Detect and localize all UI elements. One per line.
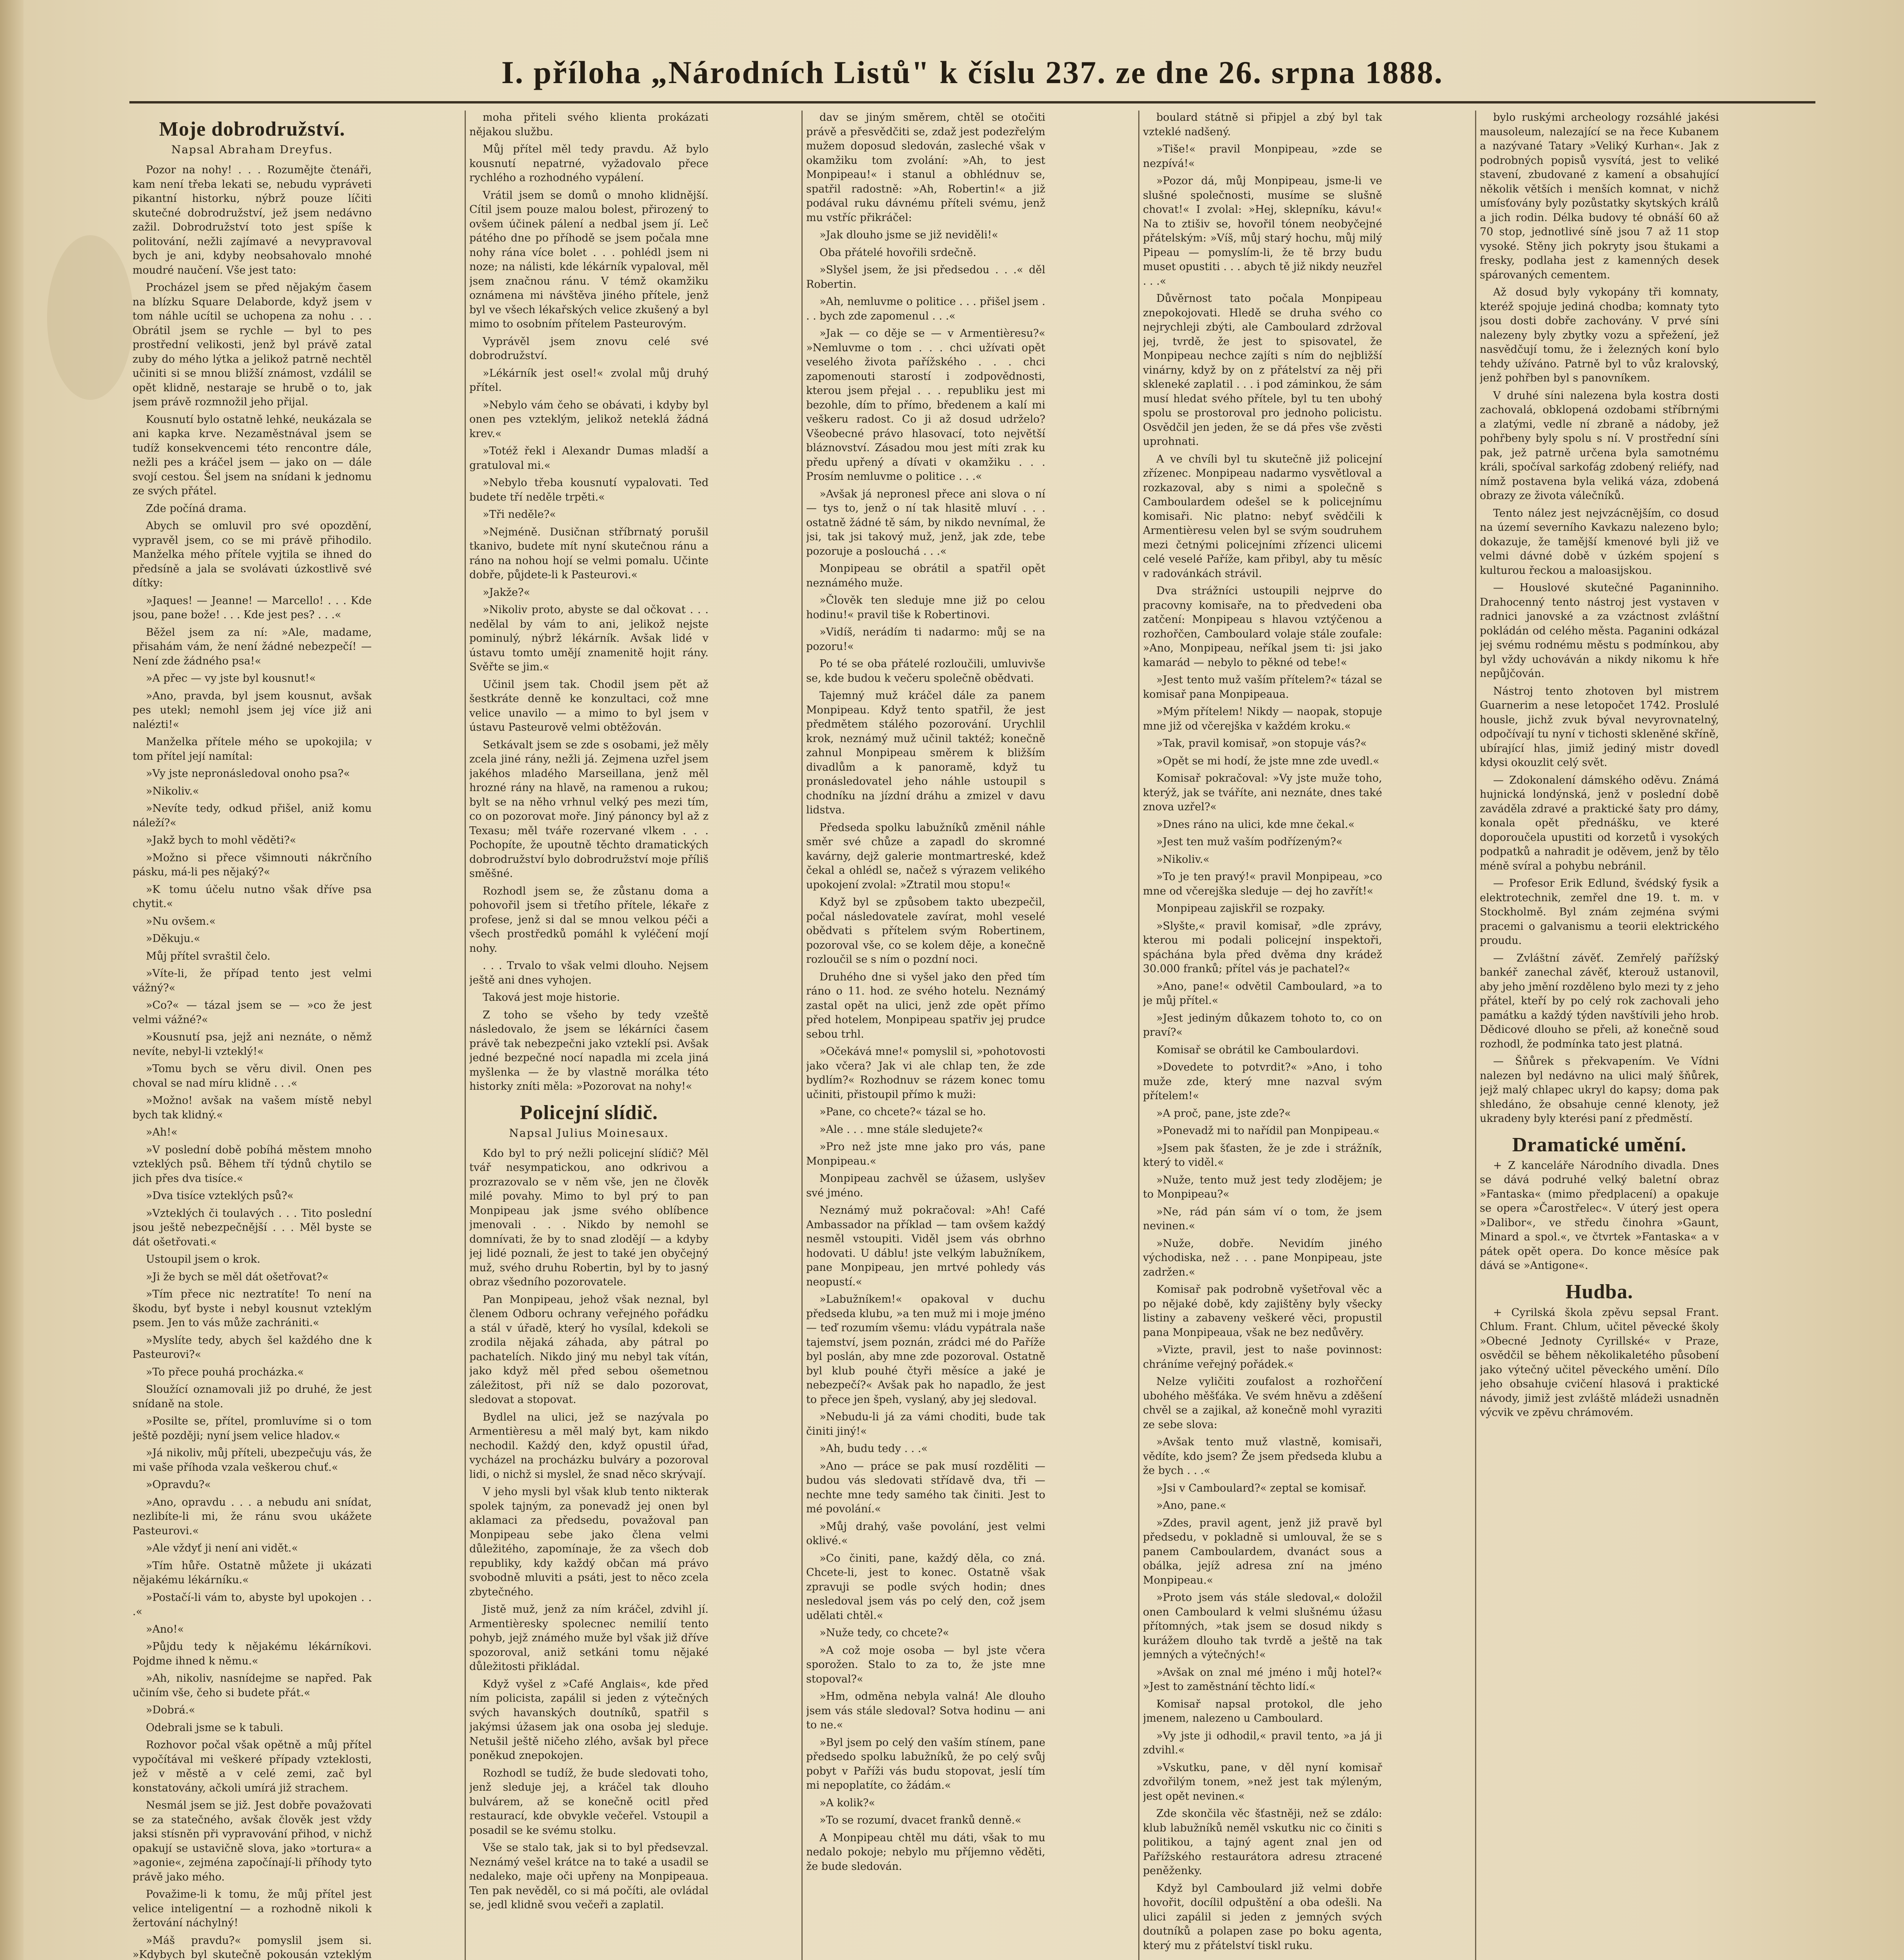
- paragraph: »Avšak on znal mé jméno i můj hotel?« »Jest to zaměstnání těchto lidí.«: [1143, 1666, 1382, 1693]
- paragraph: Taková jest moje historie.: [483, 991, 620, 1004]
- paragraph: »Vy jste nepronásledoval onoho psa?«: [146, 768, 350, 780]
- paragraph: »Pozor dá, můj Monpipeau, jsme-li ve slušné společnosti, musíme se slušně chovat!« I zvolal: »Hej, sklepníku, kávu!« Na to ztišiv se, hovořil tónem neobyčejné přátelským: »Víš, můj starý hochu, můj milý Pipeau — pomyslím-li, že tě brzy budu muset opustiti . . . abych tě již nikdy neuzřel . . .«: [1143, 175, 1382, 287]
- paragraph: »Slyšte,« pravil komisař, »dle zprávy, kterou mi podali policejní inspektoři, spáchána byla před dvěma dny krádež 30.000 franků; přítel vás je pachatel?«: [1143, 920, 1382, 975]
- paragraph: Rozhodl se tudíž, že bude sledovati toho, jenž sleduje jej, a kráčel tak dlouho bulvárem, až se konečně ocitl před restaurací, kde obvykle večeřel. Vstoupil a posadil se ke svému stolku.: [469, 1767, 709, 1837]
- paragraph: »Ah, nemluvme o politice . . . přišel jsem . . . bych zde zapomenul . . .«: [806, 296, 1045, 322]
- paragraph: — Houslové skutečné Paganinniho. Drahocenný tento nástroj jest vystaven v radnici janovské a za vzáctnost zvláštní pokládán od celého města. Paganini odkázal jej svému rodnému městu s podmínkou, aby byl vždy uchováván a nikdy nikomu k hře nepůjčován.: [1480, 582, 1719, 680]
- column-3: [806, 111, 1045, 1960]
- section-title: Dramatické umění.: [1512, 1133, 1687, 1156]
- paragraph: »To se rozumí, dvacet franků denně.«: [819, 1814, 1021, 1826]
- paragraph: Když byl Camboulard již velmi dobře hovořit, docílil odpuštění a oba odešli. Na ulici zapálil si jeden z jemných svých doutníků a polapen zase po boku agenta, který mu z přátelství tiskl ruku.: [1143, 1882, 1382, 1952]
- paragraph: »Dva tisíce vzteklých psů?«: [146, 1190, 294, 1202]
- paragraph: »Ano, opravdu . . . a nebudu ani snídat, nezlibíte-li mi, že ránu svou ukážete Pasteurovi.«: [133, 1496, 372, 1537]
- page-masthead: I. příloha „Národních Listů" k číslu 237. ze dne 26. srpna 1888.: [501, 54, 1444, 90]
- paragraph: »Jest jediným důkazem tohoto to, co on praví?«: [1143, 1012, 1382, 1038]
- paragraph: »Byl jsem po celý den vaším stínem, pane předsedo spolku labužníků, že po celý svůj pobyt v Paříži vás budu stopovat, jeslí tím mi nepoplatíte, co žádám.«: [806, 1736, 1045, 1791]
- paragraph: Procházel jsem se před nějakým časem na blízku Square Delaborde, když jsem v tom náhle ucítil se uchopena za nohu . . . Obrátil jsem se rychle — byl to pes prostřední velikosti, jenž byl právě zatal zuby do mého lýtka a jelikož patrně nechtěl učiniti si se mnou bližší známost, vzdálil se opět klidně, nestaraje se hrubě o to, jak jsem právě rozmnožil jeho přijal.: [133, 281, 372, 408]
- paragraph: »A což moje osoba — byl jste včera sporožen. Stalo to za to, že jste mne stopoval?«: [806, 1644, 1045, 1685]
- paragraph: »Ne, rád pán sám ví o tom, že jsem nevinen.«: [1143, 1205, 1382, 1232]
- paragraph: Nelze vyličiti zoufalost a rozhořčení ubohého měšťáka. Ve svém hněvu a zděšení chvěl se a zajikal, až konečně mohl vyraziti ze sebe slova:: [1143, 1376, 1382, 1431]
- paragraph: »Člověk ten sleduje mne již po celou hodinu!« pravil tiše k Robertinovi.: [806, 594, 1045, 621]
- paragraph: »Ano, pane!« odvětil Camboulard, »a to je můj přítel.«: [1143, 980, 1382, 1007]
- article-title: Policejní slídič.: [520, 1101, 658, 1124]
- paragraph: Tento nález jest nejvzácnějším, co dosud na území severního Kavkazu nalezeno bylo; dokazuje, že tamější kmenové byli již ve velmi dávné době v úzkém spojení s kulturou řeckou a maloasijskou.: [1480, 507, 1719, 577]
- paragraph: Komisař pokračoval: »Vy jste muže toho, kterýž, jak se tváříte, ani neznáte, dnes také znova uzřel?«: [1143, 772, 1382, 813]
- paragraph: — Profesor Erik Edlund, švédský fysik a elektrotechnik, zemřel dne 19. t. m. v Stockholmě. Byl znám zejména svými pracemi o galvanismu a teorii elektrického proudu.: [1480, 877, 1719, 947]
- paragraph: »Dobrá.«: [146, 1704, 195, 1716]
- paragraph: + Z kanceláře Národního divadla. Dnes se dává podruhé velký baletní obraz »Fantaska« (mimo předplacení) a opakuje se opera »Čarostřelec«. V úterý jest opera »Dalibor«, ve středu činohra »Gaunt, Minard a spol.«, ve čtvrtek »Fantaska« a v pátek opět opera. Do konce měsíce pak dává se »Antigone«.: [1480, 1159, 1719, 1272]
- paragraph: Když byl se způsobem takto ubezpečil, počal následovatele zavírat, mohl veselé obědvati s přítelem svým Robertinem, pozoroval vše, co se kolem děje, a konečně rozloučil se s ním o pozdní noci.: [806, 896, 1045, 965]
- paragraph: »Jak — co děje se — v Armentièresu?« »Nemluvme o tom . . . chci užívati opět veselého života pařížského . . . chci zapomenouti starostí i zodpovědnosti, kterou jsem přejal . . . republiku jest mi bezohle, dím to přímo, bředenem a kalí mi veškeru radost. Co ji až dosud udrželo? Všeobecné právo hlasovací, toto největší bláznovství. Zásadou mou jest míti zrak ku předu upřený a dívati v okamžiku . . . Prosím nemluvme o politice . . .«: [806, 327, 1045, 483]
- paragraph: Nástroj tento zhotoven byl mistrem Guarnerim a nese letopočet 1742. Proslulé housle, jichž zvuk býval nevyrovnatelný, odpočívají tu nyní v tichosti skleněné skříně, ubírající hlas, jimiž jediný mistr dovedl kdysi okouzlit celý svět.: [1480, 685, 1719, 769]
- column-2: [469, 111, 709, 1960]
- paragraph: »Slyšel jsem, že jsi předsedou . . .« děl Robertin.: [806, 264, 1045, 290]
- masthead-rule: [129, 101, 1815, 103]
- paragraph: »Posilte se, přítel, promluvíme si o tom ještě později; nyní jsem velice hladov.«: [133, 1415, 372, 1442]
- paragraph: A Monpipeau chtěl mu dáti, však to mu nedalo pokoje; nebylo mu příjemno věděti, že bude sledován.: [806, 1831, 1045, 1873]
- paragraph: »Možno si přece všimnouti nákrčního pásku, má-li pes nějaký?«: [133, 851, 372, 878]
- paragraph: Z toho se všeho by tedy vzeště následovalo, že jsem se lékárníci časem právě tak nebezpečni jako vzteklí psi. Avšak jedné bezpečné nocí napadla mi zcela jiná myšlenka — že by vlastně morálka této historky zníti měla: »Pozorovat na nohy!«: [469, 1009, 709, 1093]
- paragraph: »Nebylo třeba kousnutí vypalovati. Teď budete tří neděle trpěti.«: [469, 477, 709, 503]
- paragraph: »Vizte, pravil, jest to naše povinnost: chráníme veřejný pořádek.«: [1143, 1344, 1382, 1370]
- paragraph: »To přece pouhá procházka.«: [146, 1366, 304, 1378]
- paragraph: »Hm, odměna nebyla valná! Ale dlouho jsem vás stále sledoval? Sotva hodinu — ani to ne.«: [806, 1690, 1045, 1731]
- paragraph: »A proč, pane, jste zde?«: [1156, 1107, 1291, 1120]
- paragraph: »K tomu účelu nutno však dříve psa chytit.«: [133, 883, 372, 910]
- paragraph: »Nikoliv proto, abyste se dal očkovat . . . nedělal by vám to ani, jelikož nejste pominulý, nýbrž lékárník. Avšak lidé v ústavu tomto umějí znamenitě hojit rány. Svěřte se jim.«: [469, 604, 709, 673]
- paragraph: Neznámý muž pokračoval: »Ah! Café Ambassador na příklad — tam ovšem každý nesměl vstoupiti. Viděl jsem vás obrhno hodovati. U dáblu! jste velkým labužníkem, pane Monpipeau, jen mrtvé pohledy vás neopustí.«: [806, 1204, 1045, 1288]
- paragraph: »Pane, co chcete?« tázal se ho.: [819, 1106, 986, 1118]
- article-body: [469, 1147, 709, 1913]
- paragraph: »Vzteklých či toulavých . . . Tito poslední jsou ještě nebezpečnější . . . Měl byste se dát ošetřovati.«: [133, 1207, 372, 1248]
- paragraph: »Ano, pravda, byl jsem kousnut, avšak pes utekl; nemohl jsem jej více již ani nalézti!«: [133, 690, 372, 731]
- paragraph: Kdo byl to prý nežli policejní slídič? Měl tvář nesympatickou, ano odkrivou a prozrazovalo se v něm vše, jen ne člověk milé povahy. Mimo to byl prý to pan Monpipeau jak jsme svého oblíbence jmenovali . . . Nikdo by nemohl se domnívati, že by to snad zlodějí — a kdyby jej lidé poznali, že jest to také jen obyčejný muž, svého druhu Robertin, byl by to jasný obraz všedního pozorovatele.: [469, 1147, 709, 1288]
- article-body: [1480, 1306, 1719, 1420]
- paragraph: Zde skončila věc šťastněji, než se zdálo: klub labužníků neměl vskutku nic co činiti s politikou, a tajný agent znal jen od Pařížského restaurátora adresu ztracené peněženky.: [1143, 1808, 1382, 1877]
- paragraph: »Tomu bych se věru divil. Onen pes choval se nad míru klidně . . .«: [133, 1063, 372, 1089]
- paragraph: boulard státně si připjel a zbý byl tak vzteklé nadšený.: [1143, 111, 1382, 138]
- paragraph: Až dosud byly vykopány tři komnaty, kteréž spojuje jediná chodba; komnaty tyto jsou dosti dobře zachovány. V prvé síni nalezeny byly zbytky vozu a spřežení, jež nasvědčují tomu, že i železných koní bylo tehdy užíváno. Patrně byl to vůz kralovský, jenž pohřben byl s panovníkem.: [1480, 286, 1719, 384]
- paragraph: Komisař pak podrobně vyšetřoval věc a po nějaké době, kdy zajištěny byly všecky listiny a zabaveny veškeré věci, propustil pana Monpipeaua, však ne bez nedůvěry.: [1143, 1283, 1382, 1339]
- paragraph: »Dnes ráno na ulici, kde mne čekal.«: [1156, 818, 1355, 831]
- paragraph: »A přec — vy jste byl kousnut!«: [146, 672, 316, 684]
- paragraph: »Jakž bych to mohl věděti?«: [146, 834, 296, 846]
- paragraph: »Ah, budu tedy . . .«: [819, 1443, 928, 1455]
- paragraph: — Zdokonalení dámského oděvu. Známá hujnická londýnská, jenž v poslední době zaváděla zdravé a praktické šaty pro dámy, konala opět přednášku, ve které doporoučela upustiti od korzetů i vysokých podpatků a nahradit je oděvem, jenž by tělo méně svíral a pohybu nebránil.: [1480, 774, 1719, 872]
- paragraph: »Zdes, pravil agent, jenž již pravě byl předsedu, v pokladně si umlouval, že se s panem Camboulardem, dvanáct sous a obálka, jejíž adresa zní na jméno Monpipeau.«: [1143, 1517, 1382, 1586]
- paragraph: + Cyrilská škola zpěvu sepsal Frant. Chlum. Frant. Chlum, učitel pěvecké školy »Obecné Jednoty Cyrillské« v Praze, osvědčil se během několikaletého působení jako výtečný učitel pěveckého umění. Dílo jeho obsahuje cvičení hlasová i praktické návody, jimiž jest zvláště mládeži usnadněn výcvik ve zpěvu chrámovém.: [1480, 1306, 1719, 1419]
- paragraph: »Labužníkem!« opakoval v duchu předseda klubu, »a ten muž mi i moje jméno — teď rozumím všemu: vládu vypátrala naše tajemství, jsem poznán, zrádci mé do Paříže byl poslán, aby mne zde pozoroval. Ostatně byl klub pouhé čtyři měsíce a jaké je nebezpečí?« Avšak pak ho napadlo, že jest to přece jen špeh, vyslaný, aby jej sledoval.: [806, 1293, 1045, 1406]
- article-body: [806, 111, 1045, 1874]
- paragraph: »Nebudu-li já za vámi choditi, bude tak činiti jiný!«: [806, 1411, 1045, 1437]
- page-edge: [0, 0, 24, 1960]
- paragraph: »Tím hůře. Ostatně můžete ji ukázati nějakému lékárníku.«: [133, 1559, 372, 1586]
- paragraph: »Opravdu?«: [146, 1479, 211, 1491]
- paragraph: Jistě muž, jenž za ním kráčel, zdvihl jí. Armentièresky spolecnec nemilií tento pohyb, jejž známého muže byl však již dříve spozoroval, aniž setkáni tomu nějaké důležitosti přikládal.: [469, 1603, 709, 1673]
- paragraph: Komisař napsal protokol, dle jeho jmenem, nalezeno u Camboulard.: [1143, 1698, 1382, 1724]
- paragraph: »Tak, pravil komisař, »on stopuje vás?«: [1156, 737, 1367, 750]
- paragraph: Důvěrnost tato počala Monpipeau znepokojovati. Hledě se druha svého co nejrychleji zbýti, ale Camboulard zdržoval jej, tvrdě, že jest to spisovatel, že Monpipeau nechce zajíti s ním do nejbližší vinárny, když by on z přátelství za něj při skleneké zaplatil . . . i pod záminkou, že sám musí hledat svého přítele, byl tu ten ubohý spolu se prostoroval pro jednoho policistu. Osvědčil jen jeden, že se dá přes vše zvěsti uprohnati.: [1143, 292, 1382, 448]
- article-body: [1143, 111, 1382, 1953]
- paragraph: Odebrali jsme se k tabuli.: [146, 1721, 283, 1734]
- paragraph: »Nebylo vám čeho se obávati, i kdyby byl onen pes vzteklým, jelikož neteklá žádná krev.«: [469, 399, 709, 440]
- column-divider: [801, 111, 803, 1960]
- paragraph: »Jaques! — Jeanne! — Marcello! . . . Kde jsou, pane bože! . . . Kde jest pes? . . .«: [133, 594, 372, 621]
- column-divider: [1138, 111, 1139, 1960]
- column-divider: [465, 111, 466, 1960]
- paragraph: »Tři neděle?«: [483, 508, 556, 521]
- paragraph: »Kousnutí psa, jejž ani neznáte, o němž nevíte, nebyl-li vzteklý!«: [133, 1031, 372, 1058]
- section-title: Hudba.: [1565, 1280, 1633, 1303]
- paragraph: . . . Trvalo to však velmi dlouho. Nejsem ještě ani dnes vyhojen.: [469, 960, 709, 986]
- paragraph: »Ponevadž mi to nařídil pan Monpipeau.«: [1156, 1125, 1380, 1137]
- paragraph: »Lékárník jest osel!« zvolal můj druhý přítel.: [469, 367, 709, 394]
- paragraph: »Pro než jste mne jako pro vás, pane Monpipeau.«: [806, 1141, 1045, 1167]
- column-1: [133, 111, 372, 1960]
- paragraph: »Mým přítelem! Nikdy — naopak, stopuje mne již od včerejška v každém kroku.«: [1143, 706, 1382, 732]
- paragraph: »Máš pravdu?« pomyslil jsem si. »Kdybych byl skutečně pokousán vzteklým: [133, 1934, 372, 1960]
- paragraph: Považime-li k tomu, že můj přítel jest velice inteligentní — a rozhodně nikoli k žertování náchylný!: [133, 1888, 372, 1929]
- paragraph: »Víte-li, že případ tento jest velmi vážný?«: [133, 967, 372, 994]
- paragraph: »Ah, nikoliv, nasnídejme se napřed. Pak učiním vše, čeho si budete přát.«: [133, 1672, 372, 1699]
- paragraph: Vše se stalo tak, jak si to byl předsevzal. Neznámý vešel krátce na to také a usadil se nedaleko, maje oči upřeny na Monpipeaua. Ten pak nevěděl, co si má počíti, ale ovládal se, jedl klidně svou večeři a zaplatil.: [469, 1842, 709, 1911]
- paragraph: »Jest ten muž vaším podřízeným?«: [1156, 836, 1343, 848]
- paragraph: »Ale . . . mne stále sledujete?«: [819, 1123, 983, 1136]
- paragraph: »Opět se mi hodí, že jste mne zde uvedl.«: [1156, 755, 1380, 767]
- paragraph: »Totéž řekl i Alexandr Dumas mladší a gratuloval mi.«: [469, 445, 709, 472]
- paragraph: Můj přítel měl tedy pravdu. Až bylo kousnutí nepatrné, vyžadovalo přece rychlého a rozhodného vypálení.: [469, 143, 709, 184]
- paragraph: Zde počíná drama.: [146, 502, 247, 515]
- paragraph: »V poslední době pobíhá městem mnoho vzteklých psů. Během tří týdnů chytilo se jich přes dva tisíce.«: [133, 1143, 372, 1185]
- paragraph: Abych se omluvil pro své opozdění, vypravěl jsem, co se mi právě přihodilo. Manželka mého přítele vyjtila se ihned do předsíně a jala se svolávati úzkostlivě své dítky:: [133, 520, 372, 589]
- paragraph: »Proto jsem vás stále sledoval,« doložil onen Camboulard k velmi slušnému úžasu přítomných, »tak jsem se dosud nikdy s kurážem dlouho tak tvrdě a ještě na tak jemných a výtečných!«: [1143, 1592, 1382, 1661]
- paragraph: »Tím přece nic neztratíte! To není na škodu, byť byste i nebyl kousnut vzteklým psem. Jen to vás může zachrániti.«: [133, 1288, 372, 1329]
- paragraph: »Jak dlouho jsme se již neviděli!«: [819, 229, 998, 241]
- paragraph: dav se jiným směrem, chtěl se otočiti právě a přesvědčiti se, zdaž jest podezřelým mužem doposud sledován, zasleché však v okamžiku tom zvolání: »Ah, to jest Monpipeau!« i stanul a obhlédnuv se, spatřil radostně: »Ah, Robertin!« a již podával ruku dávnému příteli svému, jenž mu vstříc přikráčel:: [806, 111, 1045, 224]
- column-5: [1480, 111, 1719, 1960]
- paragraph: »Myslíte tedy, abych šel každého dne k Pasteurovi?«: [133, 1334, 372, 1361]
- paragraph: »Nuže, dobře. Nevidím jiného východiska, než . . . pane Monpipeau, jste zadržen.«: [1143, 1237, 1382, 1278]
- paragraph: — Zvláštní závěť. Zemřelý pařížský bankéř zanechal závěť, kterouž ustanovil, aby jeho jmění rozděleno bylo mezi ty z jeho přátel, kteří by po celý rok zachovali jeho památku a každý týden navštívili jeho hrob. Dědicové dlouho se přeli, až konečně soud rozhodl, že podmínka tato jest platná.: [1480, 952, 1719, 1050]
- paragraph: »A kolik?«: [819, 1797, 875, 1809]
- paragraph: Nesmál jsem se již. Jest dobře považovati se za statečného, avšak člověk jest vždy jaksi stísněn při vypravování přihod, v nichž opakují se ustavičně slova, jako »tortura« a »agonie«, zejména započínají-li příhody tyto právě jako mého.: [133, 1799, 372, 1883]
- paragraph: Předseda spolku labužníků změnil náhle směr své chůze a zapadl do skromné kavárny, dejž galerie montmartreské, kdež čekal a ohlédl se, načež s výrazem velikého upokojení zvolal: »Ztratil mou stopu!«: [806, 821, 1045, 891]
- paragraph: V jeho mysli byl však klub tento nikterak spolek tajným, za ponevadž jej onen byl aklamaci za předsedu, považoval pan Monpipeau sebe jako člena velmi důležitého, zapomínaje, že za všech dob republiky, kdy každý občan má právo svobodně mluviti a psáti, jest to něco zcela zbytečného.: [469, 1486, 709, 1598]
- paragraph: »Postačí-li vám to, abyste byl upokojen . . .«: [133, 1591, 372, 1618]
- paragraph: »Nejméně. Dusičnan stříbrnatý porušil tkanivo, budete mít nyní skutečnou ránu a ráno na nohou hojí se velmi pomalu. Učinte dobře, půjdete-li k Pasteurovi.«: [469, 526, 709, 581]
- paragraph: »Tiše!« pravil Monpipeau, »zde se nezpívá!«: [1143, 143, 1382, 170]
- paragraph: moha přiteli svého klienta prokázati nějakou službu.: [469, 111, 709, 138]
- paragraph: »Můj drahý, vaše povolání, jest velmi oklivé.«: [806, 1520, 1045, 1547]
- paragraph: Když vyšel z »Café Anglais«, kde před ním policista, zapálil si jeden z výtečných svých havanských doutníků, spatřil s jakýmsi úžasem jak ona osoba jej sleduje. Netušil ještě ničeho zlého, avšak byl přece poněkud znepokojen.: [469, 1678, 709, 1762]
- paragraph: Komisař se obrátil ke Camboulardovi.: [1156, 1044, 1359, 1056]
- paragraph: »Jsem pak šťasten, že je zde i strážník, který to viděl.«: [1143, 1142, 1382, 1169]
- paragraph: Bydlel na ulici, jež se nazývala po Armentièresu a měl malý byt, kam nikdo nechodil. Každý den, když opustil úřad, vycházel na procházku bulváry a pozoroval lidi, o nichž si myslel, že snad něco skrývají.: [469, 1411, 709, 1481]
- paragraph: Dva strážníci ustoupili nejprve do pracovny komisaře, na to předvedeni oba zatčení: Monpipeau s hlavou vztýčenou a rozhořčen, Camboulard volaje stále zoufale: »Ano, Monpipeau, neříkal jsem ti: jsi jako kamarád — nebylo to pěkné od tebe!«: [1143, 585, 1382, 669]
- paragraph: A ve chvíli byl tu skutečně již policejní zřízenec. Monpipeau nadarmo vysvětloval a rozkazoval, aby s nimi a společně s Camboulardem odešel se k policejnímu komisaři. Nic platno: nebyť svědčili k Armentièresu velen byl se svým soudruhem mezi četnými policejními zřízenci ulicemi celé veselé Paříže, kam přibyl, aby tu měsíc v radovánkách strávil.: [1143, 453, 1382, 580]
- paragraph: Běžel jsem za ní: »Ale, madame, přisahám vám, že není žádné nebezpečí! — Není zde žádného psa!«: [133, 626, 372, 667]
- article-body: [1480, 1159, 1719, 1273]
- paragraph: »Nu ovšem.«: [146, 915, 216, 927]
- paragraph: Druhého dne si vyšel jako den před tím ráno o 11. hod. ze svého hotelu. Neznámý zastal opět na ulici, jenž zde opět přímo před hotelem, Monpipeau spatřiv jej prudce sebou trhl.: [806, 971, 1045, 1040]
- paragraph: »Děkuju.«: [146, 933, 200, 945]
- paragraph: »Ano — práce se pak musí rozděliti — budou vás sledovati střídavě dva, tři — nechte mne tedy samého tak činiti. Jest to mé povolání.«: [806, 1460, 1045, 1515]
- paragraph: »Ah!«: [146, 1126, 178, 1138]
- paragraph: »Co činiti, pane, každý děla, co zná. Chcete-li, jest to konec. Ostatně však zpravuji se podle svých hodin; dnes nesledoval jsem vás po celý den, což jsem udělati chtěl.«: [806, 1552, 1045, 1622]
- column-divider: [1475, 111, 1476, 1960]
- paragraph: Učinil jsem tak. Chodil jsem pět až šestkráte denně ke konzultaci, což mne velice unavilo — a mimo to byl jsem v ústavu Pasteurově velmi obtěžován.: [469, 678, 709, 733]
- paragraph: »Nevíte tedy, odkud přišel, aniž komu náleží?«: [133, 802, 372, 829]
- article-title: Moje dobrodružství.: [159, 118, 345, 140]
- paragraph: Pozor na nohy! . . . Rozumějte čtenáři, kam není třeba lekati se, nebudu vypráveti pikantní historku, nýbrž pouze líčiti skutečné dobrodružství, jež jsem nedávno zažil. Dobrodružství toto jest spíše k politování, nežli zajímavé a nevypravoval bych je ani, kdyby neobsahovalo mnohé moudré naučení. Vše jest tato:: [133, 164, 372, 276]
- paragraph: Kousnutí bylo ostatně lehké, neukázala se ani kapka krve. Nezaměstnával jsem se tudíž konsekvencemi této rencontre dále, nežli pes a kráčel jsem — jako on — dále svojí cestou. Šel jsem na snídani k jednomu ze svých přátel.: [133, 413, 372, 497]
- paper-stain: [47, 235, 133, 400]
- paragraph: Monpipeau zajiskřil se rozpaky.: [1156, 902, 1325, 915]
- paragraph: Manželka přítele mého se upokojila; v tom přítel její namítal:: [133, 736, 372, 762]
- paragraph: Můj přítel svraštil čelo.: [146, 950, 271, 962]
- paragraph: — Šňůrek s překvapením. Ve Vídni nalezen byl nedávno na ulici malý šňůrek, jejž malý chlapec ukryl do kapsy; doma pak shledáno, že obsahuje cenné klenoty, jež ukradeny byly kterési paní z předměstí.: [1480, 1055, 1719, 1125]
- paragraph: »Možno! avšak na vašem místě nebyl bych tak klidný.«: [133, 1094, 372, 1121]
- paragraph: Rozhodl jsem se, že zůstanu doma a pohovořil jsem si třetího přítele, lékaře z profese, jenž si dal se mnou velkou péči a všech prostředků pomáhl k vyléčení mojí nohy.: [469, 885, 709, 955]
- paragraph: »Půjdu tedy k nějakému lékárníkovi. Pojdme ihned k němu.«: [133, 1641, 372, 1667]
- article-body: [133, 163, 372, 1960]
- paragraph: »Jakže?«: [483, 586, 530, 599]
- paragraph: »Ji že bych se měl dát ošetřovat?«: [146, 1270, 329, 1283]
- paragraph: »Co?« — tázal jsem se — »co že jest velmi vážné?«: [133, 999, 372, 1026]
- paragraph: Oba přátelé hovořili srdečně.: [819, 246, 977, 259]
- paragraph: »Jsi v Camboulard?« zeptal se komisař.: [1156, 1482, 1366, 1494]
- article-body: [469, 111, 709, 1094]
- paragraph: »Ano, pane.«: [1156, 1499, 1226, 1512]
- paragraph: »Nuže, tento muž jest tedy zlodějem; je to Monpipeau?«: [1143, 1174, 1382, 1200]
- paragraph: Vrátil jsem se domů o mnoho klidnější. Cítil jsem pouze malou bolest, přirozený to ovšem účinek pálení a nedbal jsem jí. Leč pátého dne po příhodě se jsem počala mne nohy rána více bolet . . . pohlédl jsem ni noze; na nálisti, kde lékárník vypaloval, měl jsem značnou ránu. V témž okamžiku oznámena mi návštěva jiného přítele, jenž byl ve všech lékařských velice zkušený a byl mimo to osobním přítelem Pasteurovým.: [469, 189, 709, 330]
- article-body: [1480, 111, 1719, 1126]
- paragraph: V druhé síni nalezena byla kostra dosti zachovalá, obklopená ozdobami stříbrnými a zlatými, vedle ní zbraně a nádoby, jež pohřbeny byly spolu s ní. V prostřední síni pak, jež patrně určena byla samotnému králi, spočíval sarkofág zdobený reliéfy, nad nímž postavena byla veliká váza, zdobená obrazy ze života válečníků.: [1480, 389, 1719, 502]
- paragraph: »Dovedete to potvrdit?« »Ano, i toho muže zde, který mne nazval svým přítelem!«: [1143, 1061, 1382, 1102]
- paragraph: »Nuže tedy, co chcete?«: [819, 1627, 949, 1639]
- paragraph: Po té se oba přátelé rozloučili, umluvivše se, kde budou k večeru společně obědvati.: [806, 658, 1045, 684]
- paragraph: Sloužící oznamovali již po druhé, že jest snídaně na stole.: [133, 1383, 372, 1410]
- paragraph: Monpipeau se obrátil a spatřil opět neznámého muže.: [806, 563, 1045, 589]
- paragraph: »To je ten pravý!« pravil Monpipeau, »co mne od včerejška sleduje — dej ho zavřít!«: [1143, 871, 1382, 897]
- paragraph: »Vskutku, pane, v děl nyní komisař zdvořilým tonem, »než jest tak mýleným, jest opět nevinen.«: [1143, 1761, 1382, 1802]
- paragraph: Ustoupil jsem o krok.: [146, 1253, 260, 1265]
- paragraph: »Nikoliv.«: [146, 785, 199, 797]
- paragraph: Pan Monpipeau, jehož však neznal, byl členem Odboru ochrany veřejného pořádku a stál v úřadě, který ho vysílal, kdekoli se zrodila nějaká záhada, aby pátral po pachatelích. Nikdo jiný mu nebyl tak vítán, jako když měl před sebou ošemetnou záležitost, při níž se dalo pozorovat, sledovat a stopovat.: [469, 1293, 709, 1406]
- paragraph: »Jest tento muž vaším přítelem?« tázal se komisař pana Monpipeaua.: [1143, 674, 1382, 701]
- paragraph: »Vy jste ji odhodil,« pravil tento, »a já ji zdvihl.«: [1143, 1730, 1382, 1756]
- paragraph: Setkávalt jsem se zde s osobami, jež měly zcela jiné rány, nežli já. Zejmena uzřel jsem jakéhos mladého Marseillana, jenž měl hrozné rány na hlavě, na ramenou a rukou; bylt se na něho vrhnul velký pes mezi tím, co on pozorovat moře. Jiný pánoncy byl až z Texasu; měl tváře rozervané vlkem . . . Pochopíte, že upoutně těchto dramatických dobrodružství bylo dobrodružství moje příliš směšné.: [469, 739, 709, 880]
- paragraph: »Očekává mne!« pomyslil si, »pohotovosti jako včera? Jak vi ale chlap ten, že zde bydlím?« Rozhodnuv se rázem konec tomu učiniti, přistoupil přímo k muži:: [806, 1045, 1045, 1101]
- paragraph: »Já nikoliv, můj příteli, ubezpečuju vás, že mi vaše příhoda vzala veškerou chuť.«: [133, 1447, 372, 1474]
- paragraph: »Nikoliv.«: [1156, 853, 1210, 866]
- paragraph: »Vidíš, nerádím ti nadarmo: můj se na pozoru!«: [806, 626, 1045, 653]
- paragraph: »Avšak tento muž vlastně, komisaři, vědíte, kdo jsem? Že jsem předseda klubu a že bych . . .«: [1143, 1436, 1382, 1477]
- paragraph: Tajemný muž kráčel dále za panem Monpipeau. Když tento spatřil, že jest předmětem stálého pozorování. Urychlil krok, neznámý muž učinil taktéž; konečně zahnul Monpipeau směrem k bližším divadlům a k panoramě, když tu pronásledovatel jeho náhle ustoupil s chodníku na jízdní dráhu a zmizel v davu lidstva.: [806, 690, 1045, 816]
- paragraph: »Ano!«: [146, 1623, 184, 1635]
- paragraph: »Ale vždyť ji není ani vidět.«: [146, 1542, 298, 1554]
- paragraph: Monpipeau zachvěl se úžasem, uslyšev své jméno.: [806, 1172, 1045, 1199]
- column-4: [1143, 111, 1382, 1960]
- article-byline: Napsal Abraham Dreyfus.: [171, 143, 333, 156]
- article-byline: Napsal Julius Moinesaux.: [509, 1126, 669, 1140]
- paragraph: »Avšak já nepronesl přece ani slova o ní — tys to, jenž o ní tak hlasitě mluví . . . ostatně žádné tě sám, by nikdo nevnímal, že jsi, tak jsi takový muž, jenž, jak zde, tebe pozoruje a poslouchá . . .«: [806, 488, 1045, 557]
- paragraph: bylo ruskými archeology rozsáhlé jakési mausoleum, nalezající se na řece Kubanem a nazývané Tatary »Veliký Kurhan«. Jak z podrobných popisů vysvítá, jest to veliké stavení, zbudované z kamení a obsahující několik větších i menších komnat, v nichž umísťovány byly pozůstatky skytských králů a jich rodin. Délka budovy té obnáší 60 až 70 stop, jednotlivé síně jsou 7 až 11 stop vysoké. Stěny jich pokryty jsou štukami a fresky, podlaha jest z kamenných desek spárovaných cementem.: [1480, 111, 1719, 281]
- paragraph: Vyprávěl jsem znovu celé své dobrodružství.: [469, 335, 709, 362]
- paragraph: Rozhovor počal však opětně a můj přítel vypočítával mi veškeré případy vzteklosti, jež v městě a v celé zemi, zač byl konstatovány, ačkoli umírá již strachem.: [133, 1739, 372, 1794]
